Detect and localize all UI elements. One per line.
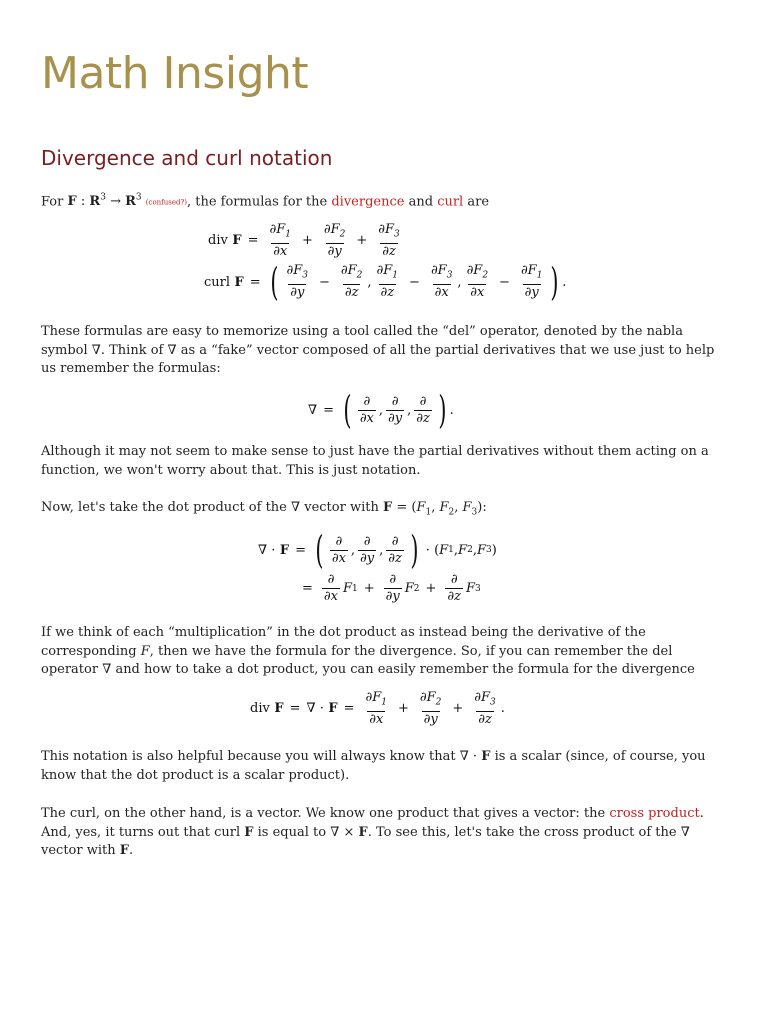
intro-and: and	[408, 194, 434, 210]
intro-suffix: are	[467, 194, 490, 210]
equation-dot-1: ∇ · F = ( $\frac{\partial}{\partial x}$ , $\frac{\partial}{\partial y}$ , $\frac{\partial}{\partial z}$ ) · ( F 1 , F 2 , F 3 )	[258, 528, 497, 572]
math-nabla-dot-F: ∇ · F	[459, 749, 491, 764]
scalar-text-1: This notation is also helpful because you will always know that	[41, 749, 456, 764]
del-text-1: These formulas are easy to memorize using a tool called the “del” operator, denoted by the nabla symbol	[41, 324, 683, 358]
scalar-paragraph	[41, 748, 731, 785]
notation-paragraph: Although it may not seem to make sense to just have the partial derivatives without them acting on a function, we won't worry about that. This is just notation.	[41, 444, 709, 478]
del-paragraph	[41, 323, 731, 379]
math-curl-F: curl F	[214, 824, 254, 840]
nabla-symbol: ∇	[91, 342, 101, 358]
equation-nabla: ∇ = ( $\frac{\partial}{\partial x}$ , $\frac{\partial}{\partial y}$ , $\frac{\partial}{\partial z}$ ) .	[308, 388, 454, 432]
mult-text-3: and how to take a dot product, you can easily remember the formula for the divergence	[115, 662, 695, 677]
math-F: F	[119, 843, 129, 858]
dot-text-1: Now, let's take the dot product of the	[41, 500, 287, 515]
dot-product-intro: Now, let's take the dot product of the ∇ vector with $F = (F_1$, $F_2$, $F_3$):	[41, 500, 487, 518]
equation-div: div F = $\frac{\partial F_1}{\partial x}$ + $\frac{\partial F_2}{\partial y}$ + $\frac{\partial F_3}{\partial z}$	[208, 222, 400, 259]
curl-link[interactable]: curl	[437, 194, 464, 210]
math-mapping: F : $R^3 \to R^3$	[67, 193, 142, 210]
nabla-symbol: ∇	[680, 824, 690, 840]
intro-paragraph	[41, 189, 731, 212]
page-title: Divergence and curl notation	[41, 146, 333, 170]
multiplication-paragraph: If we think of each “multiplication” in the dot product as instead being the derivative of the corresponding F, then we have the formula for the divergence. So, if you can remember the del operator ∇ and how to take a dot product, you can easily remember the formula for the divergence	[41, 625, 695, 677]
cross-product-link[interactable]: cross product	[609, 806, 700, 821]
del-text-2: . Think of	[100, 342, 164, 358]
curl-text-1: The curl, on the other hand, is a vector. We know one product that gives a vector: the	[41, 806, 606, 821]
confused-link[interactable]: (confused?)	[145, 198, 187, 207]
intro-prefix: For	[41, 194, 64, 210]
curl-text-2: . And, yes, it turns out that	[41, 806, 704, 840]
nabla-symbol: ∇	[167, 342, 177, 358]
dot-text-2: vector with	[304, 500, 379, 515]
equation-curl: curl F = ( $\frac{\partial F_3}{\partial y}$ − $\frac{\partial F_2}{\partial z}$ , $\frac{\partial F_1}{\partial z}$ − $\frac{\partial F_3}{\partial x}$ , $\frac{\partial F_2}{\partial x}$ − $\frac{\partial F_1}{\partial y}$ ) .	[204, 260, 567, 304]
intro-mid: , the formulas for the	[186, 194, 328, 210]
curl-text-4: . To see this, let's take the cross product of the	[367, 824, 677, 840]
scalar-text-2: is a scalar (since, of course, you know that the dot product is a scalar product).	[41, 749, 706, 783]
equation-dot-2: = $\frac{\partial}{\partial x}$ F 1 + $\frac{\partial}{\partial y}$ F 2 + $\frac{\partial}{\partial z}$ F 3	[302, 572, 481, 604]
curl-paragraph: The curl, on the other hand, is a vector. We know one product that gives a vector: the cross product. And, yes, it turns out that curl F is equal to ∇ × F. To see this, let's take the cross product of the ∇ vector with F.	[41, 806, 704, 858]
curl-text-3: is equal to	[257, 824, 327, 840]
curl-text-5: vector with	[41, 843, 116, 858]
math-F-components: $F = (F_1$, $F_2$, $F_3$)	[382, 500, 483, 518]
site-title[interactable]: Math Insight	[41, 48, 309, 99]
del-text-3: as a “fake” vector composed of all the partial derivatives that we use just to help us remember the formulas:	[41, 342, 715, 376]
math-nabla-cross-F: ∇ × F	[330, 824, 368, 840]
nabla-symbol: ∇	[291, 500, 301, 515]
nabla-symbol: ∇	[102, 662, 112, 677]
divergence-link[interactable]: divergence	[331, 194, 405, 210]
mult-text-1: If we think of each “multiplication” in the dot product as instead being the derivative of the corresponding	[41, 625, 646, 659]
equation-div-nabla: div F = ∇ · F = $\frac{\partial F_1}{\partial x}$ + $\frac{\partial F_2}{\partial y}$ + $\frac{\partial F_3}{\partial z}$ .	[250, 690, 505, 727]
mult-text-2: , then we have the formula for the divergence. So, if you can remember the del operator	[41, 643, 673, 677]
